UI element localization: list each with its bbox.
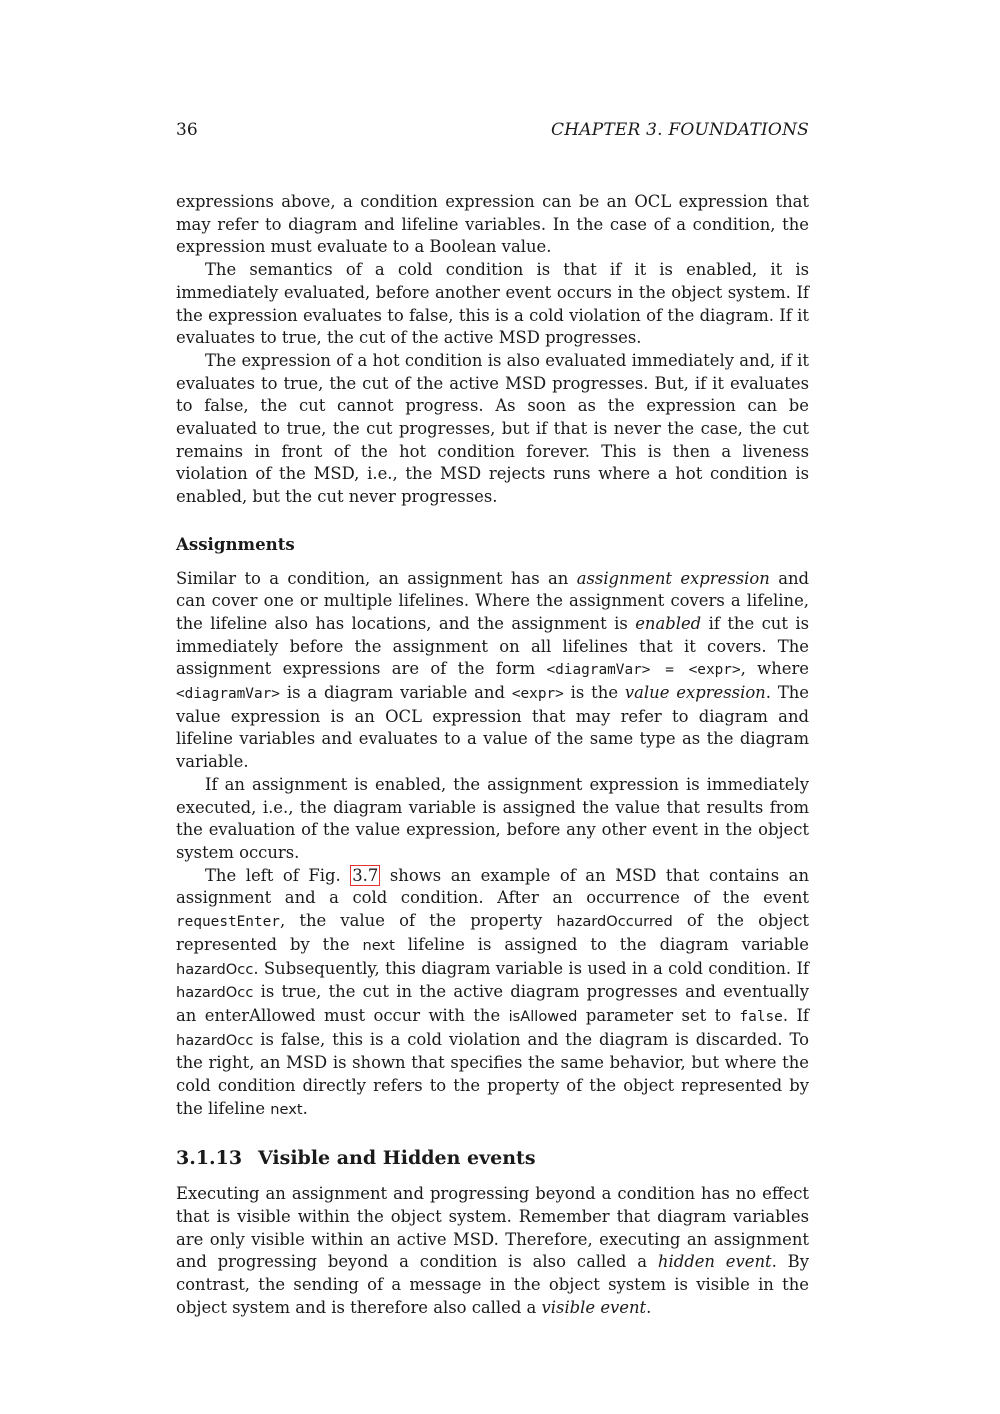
code-assignment-form: <diagramVar> = <expr>	[546, 662, 741, 679]
section-title: Visible and Hidden events	[258, 1147, 536, 1170]
section-number: 3.1.13	[176, 1147, 243, 1170]
code-expr: <expr>	[511, 686, 564, 703]
figure-reference-link[interactable]: 3.7	[352, 865, 379, 885]
paragraph-cold-condition: The semantics of a cold condition is that if it is enabled, it is immediately evaluated, before another event occurs in the object system. If the expression evaluates to false, this is a cold violation of the diagram. If it evaluates to true, the cut of the active MSD progresses.	[176, 260, 809, 348]
paragraph-visible-hidden-events: Executing an assignment and progressing beyond a condition has no effect that is visible within the object system. Remember that diagram variables are only visible within an active MSD. Therefore, executing an assignment and progressing beyond a condition is also called a hidden event. By contrast, the sending of a message in the object system is visible in the object system and is therefore also called a visible event.	[176, 1184, 809, 1317]
running-title: CHAPTER 3. FOUNDATIONS	[551, 120, 809, 140]
heading-visible-hidden-events	[176, 1147, 809, 1170]
code-diagram-var: <diagramVar>	[176, 686, 280, 703]
paragraph-assignment-definition: Similar to a condition, an assignment has an assignment expression and can cover one or multiple lifelines. Where the assignment covers a lifeline, the lifeline also has locations, and the assignment is enabled if the cut is immediately before the assignment on all lifelines that it covers. The assignment expressions are of the form <diagramVar> = <expr>, where <diagramVar> is a diagram variable and <expr> is the value expression. The value expression is an OCL expression that may refer to diagram and lifeline variables and evaluates to a value of the same type as the diagram variable.	[176, 568, 810, 772]
paragraph-figure-example: The left of Fig. 3.7 shows an example of an MSD that contains an assignment and a cold condition. After an occurrence of the event requestEnter, the value of the property hazardOccurred of the object represented by the next lifeline is assigned to the diagram variable hazardOcc. Subsequently, this diagram variable is used in a cold condition. If hazardOcc is true, the cut in the active diagram progresses and eventually an enterAllowed must occur with the isAllowed parameter set to false. If hazardOcc is false, this is a cold violation and the diagram is discarded. To the right, an MSD is shown that specifies the same behavior, but where the cold condition directly refers to the property of the object represented by the lifeline next.	[176, 865, 809, 1118]
page-header	[176, 120, 809, 144]
paragraph-condition-expression: expressions above, a condition expression can be an OCL expression that may refer to diagram and lifeline variables. In the case of a condition, the expression must evaluate to a Boolean value.	[176, 192, 809, 257]
paragraph-assignment-execution: If an assignment is enabled, the assignment expression is immediately executed, i.e., the diagram variable is assigned the value that results from the evaluation of the value expression, before any other event in the object system occurs.	[176, 774, 809, 862]
heading-assignments: Assignments	[176, 533, 295, 554]
body-text	[176, 191, 809, 1319]
page-number: 36	[176, 120, 198, 140]
paragraph-hot-condition: The expression of a hot condition is also evaluated immediately and, if it evaluates to true, the cut of the active MSD progresses. But, if it evaluates to false, the cut cannot progress. As soon as the expression can be evaluated to true, the cut progresses, but if that is never the case, the cut remains in front of the hot condition forever. This is then a liveness violation of the MSD, i.e., the MSD rejects runs where a hot condition is enabled, but the cut never progresses.	[176, 350, 809, 507]
